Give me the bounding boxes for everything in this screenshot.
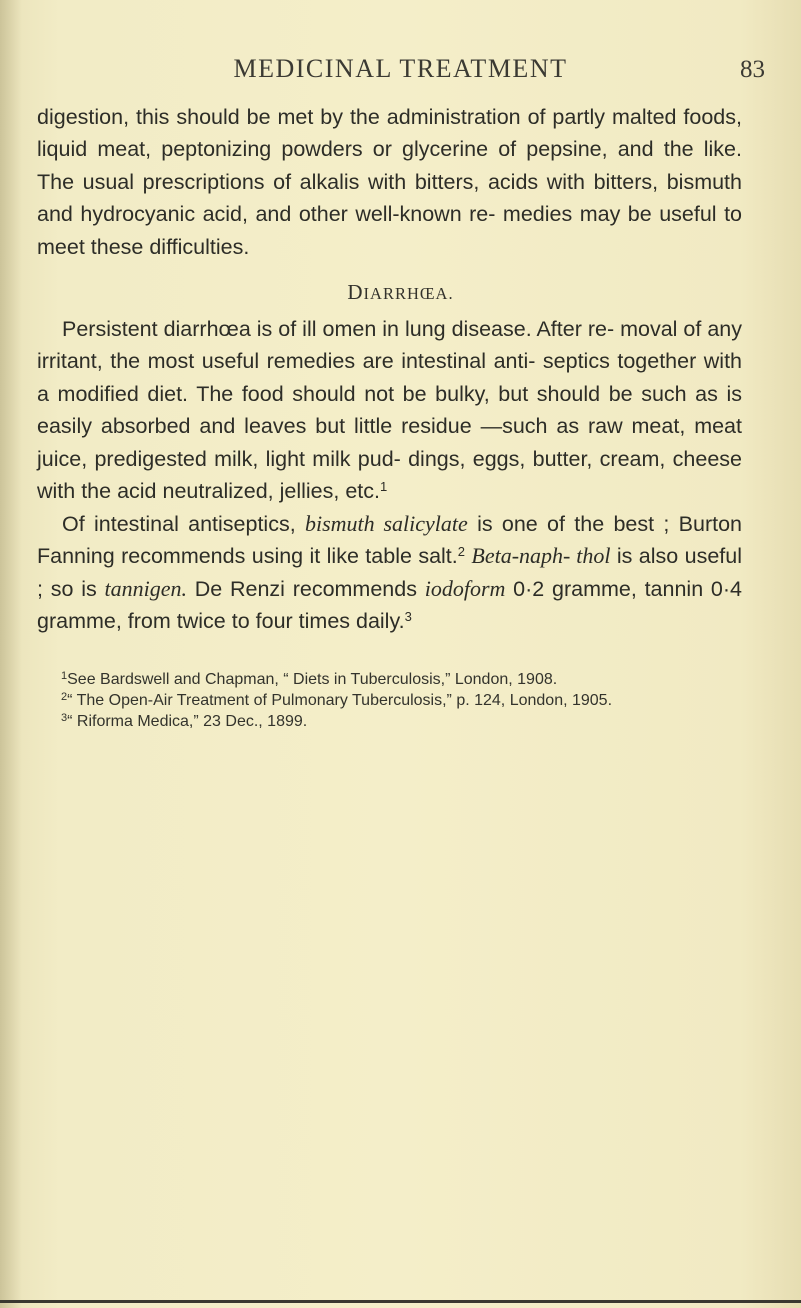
- page-header: [0, 54, 801, 90]
- footnote-ref-3: 3: [404, 609, 412, 625]
- paragraph-digestion: digestion, this should be met by the administration of partly malted foods, liquid meat, peptonizing powders or glycerine of pepsine, and the like. The usual prescriptions of alkalis with bitters, acids with bitters, bismuth and hydrocyanic acid, and other well-known re- medies may be useful to meet these difficulties.: [37, 105, 742, 259]
- footnote-ref-1: 1: [379, 479, 388, 495]
- antiseptics-text-a: Of intestinal antiseptics,: [62, 512, 305, 536]
- antiseptics-text-e: is also useful ; so is: [37, 544, 742, 601]
- antiseptics-text-g: De Renzi recommends: [186, 576, 425, 601]
- antiseptics-text-c: is one of the best ; Burton Fanning recommends using it like table salt.: [37, 512, 742, 569]
- heading-small-caps: IARRHŒA.: [363, 284, 454, 303]
- paragraph-diarrhoea: [37, 313, 742, 507]
- page-number: 83: [740, 56, 765, 83]
- footnotes: [37, 669, 757, 732]
- term-beta-naphthol: Beta-naph- thol: [471, 543, 611, 569]
- heading-initial: D: [347, 280, 364, 304]
- antiseptics-text-i: 0·2 gramme, tannin 0·4 gramme, from twice to four times daily.: [37, 576, 742, 634]
- paragraph-diarrhoea-text: Persistent diarrhœa is of ill omen in lung disease. After re- moval of any irritant, the most useful remedies are intestinal anti- septics together with a modified diet. The food should not be bulky, but should be such as is easily absorbed and leaves but little residue —such as raw meat, meat juice, predigested milk, light milk pud- dings, eggs, butter, cream, cheese with the acid neutralized, jellies, etc.: [37, 317, 742, 504]
- running-title: MEDICINAL TREATMENT: [233, 54, 568, 83]
- footnote-marker: 1: [61, 670, 68, 682]
- term-bismuth-salicylate: bismuth salicylate: [304, 511, 468, 536]
- paragraph-antiseptics: [37, 508, 742, 638]
- section-heading-diarrhoea: [0, 280, 801, 305]
- footnote-2: [37, 690, 757, 711]
- footnote-text: “ The Open-Air Treatment of Pulmonary Tuberculosis,” p. 124, London, 1905.: [67, 692, 613, 709]
- page-bottom-rule: [0, 1300, 801, 1303]
- footnote-1: [37, 669, 757, 690]
- footnote-marker: 3: [61, 712, 68, 724]
- footnote-text: See Bardswell and Chapman, “ Diets in Tuberculosis,” London, 1908.: [67, 671, 558, 688]
- term-iodoform: iodoform: [424, 575, 506, 601]
- footnote-3: [37, 711, 757, 732]
- footnote-ref-2: 2: [457, 544, 465, 560]
- footnote-text: “ Riforma Medica,” 23 Dec., 1899.: [67, 713, 308, 730]
- page-edge-shadow: [0, 0, 22, 1308]
- term-tannigen: tannigen.: [104, 575, 187, 601]
- footnote-marker: 2: [61, 691, 68, 703]
